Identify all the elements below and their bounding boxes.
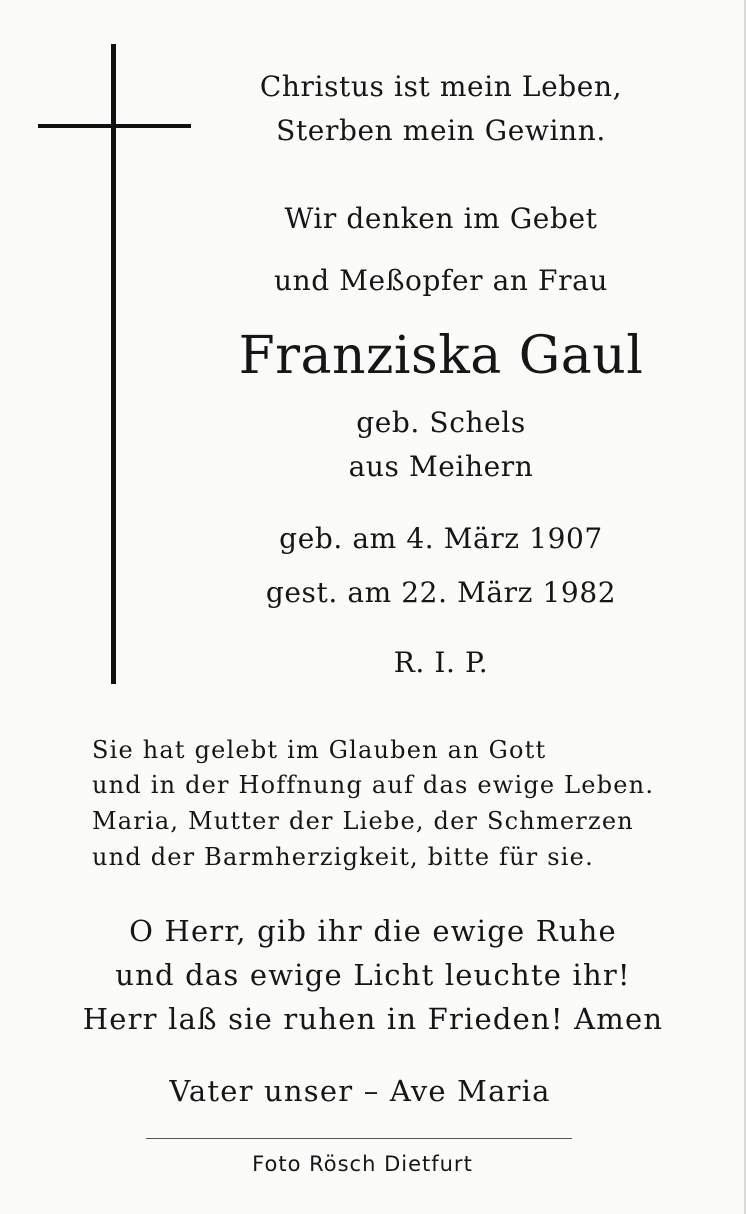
photo-credit: Foto Rösch Dietfurt (252, 1152, 473, 1176)
cross-vertical-bar (111, 44, 116, 684)
footer-divider (146, 1138, 572, 1139)
origin: aus Meihern (348, 450, 534, 483)
motto-line-2: Sterben mein Gewinn. (276, 114, 606, 147)
intro-line-2: und Meßopfer an Frau (274, 264, 608, 297)
motto-line-1: Christus ist mein Leben, (259, 70, 623, 103)
verse-line-3: Maria, Mutter der Liebe, der Schmerzen (92, 807, 634, 835)
closing-prayer: Vater unser – Ave Maria (169, 1074, 551, 1108)
death-date: gest. am 22. März 1982 (265, 576, 617, 609)
birth-date: geb. am 4. März 1907 (279, 522, 603, 555)
verse-line-2: und in der Hoffnung auf das ewige Leben. (92, 771, 655, 799)
prayer-line-1: O Herr, gib ihr die ewige Ruhe (129, 914, 617, 948)
prayer-line-3: Herr laß sie ruhen in Frieden! Amen (82, 1002, 664, 1036)
intro-line-1: Wir denken im Gebet (284, 202, 598, 235)
verse-line-4: und der Barmherzigkeit, bitte für sie. (92, 843, 594, 871)
maiden-name: geb. Schels (356, 406, 526, 439)
prayer-line-2: und das ewige Licht leuchte ihr! (115, 958, 631, 992)
cross-horizontal-bar (38, 124, 191, 128)
deceased-name: Franziska Gaul (238, 326, 644, 386)
verse-line-1: Sie hat gelebt im Glauben an Gott (92, 736, 547, 764)
rip-text: R. I. P. (393, 646, 489, 679)
